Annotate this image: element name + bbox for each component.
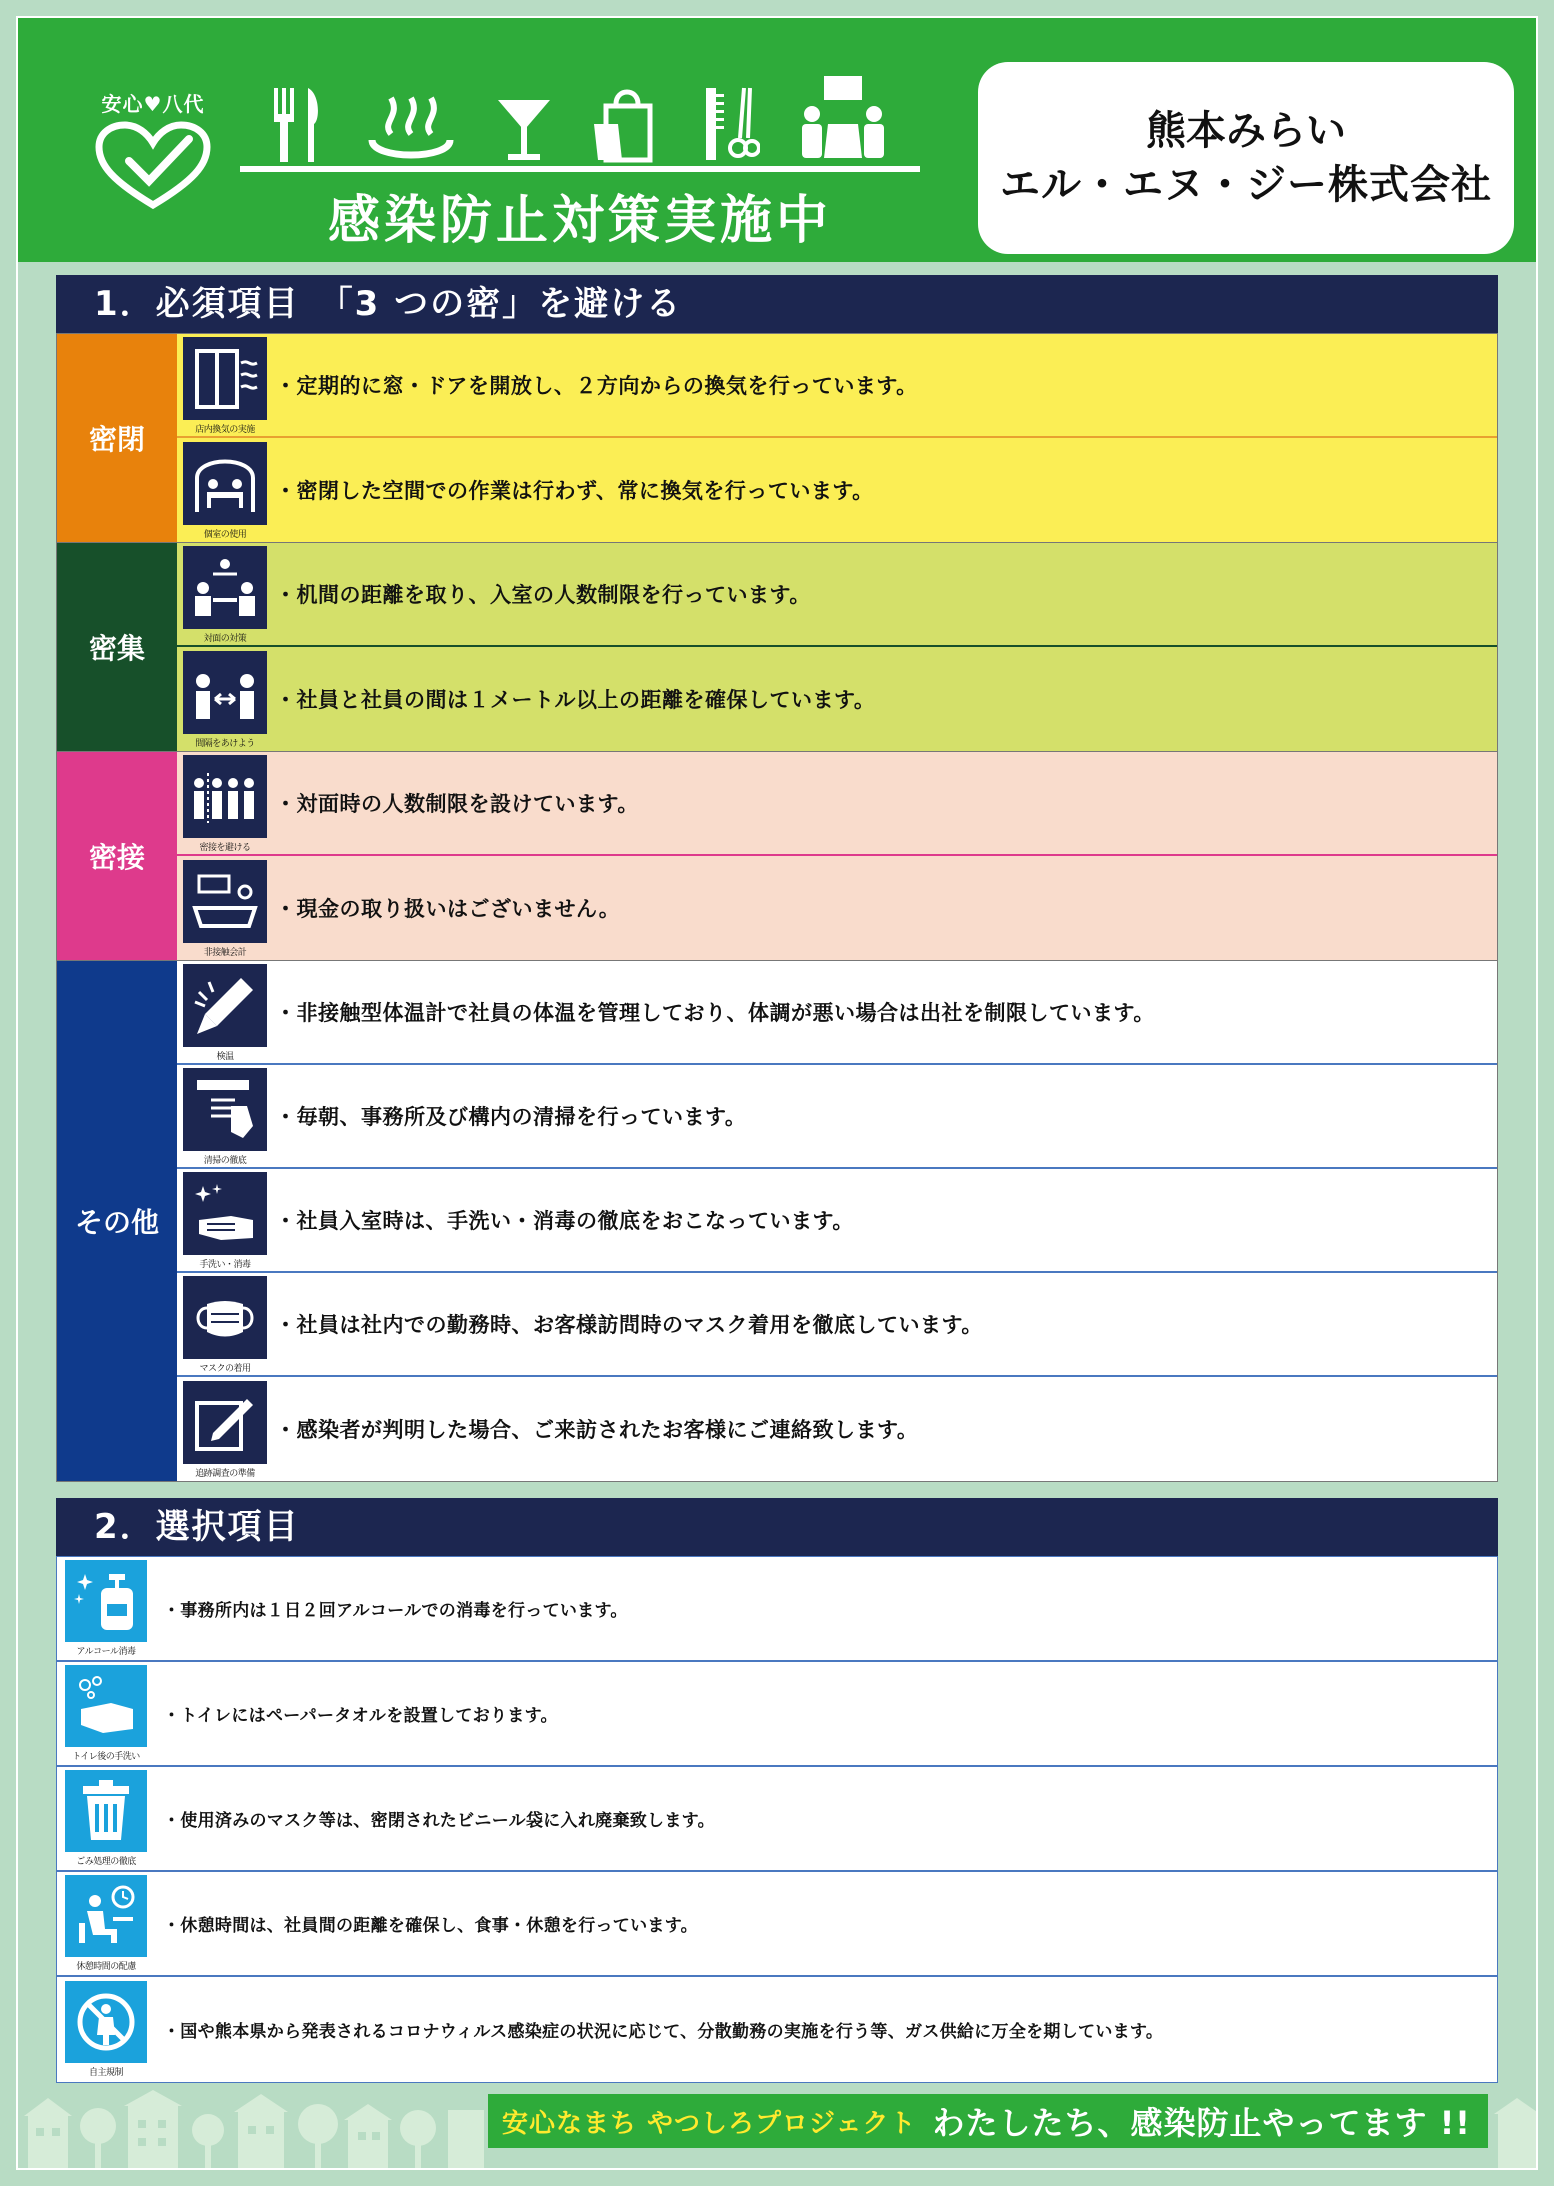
list-item bbox=[177, 856, 1497, 960]
icon-caption: マスクの着用 bbox=[199, 1364, 251, 1374]
cleaning-icon bbox=[183, 1068, 267, 1151]
tracing-form-icon bbox=[183, 1381, 267, 1464]
section2-heading: 2．選択項目 bbox=[56, 1498, 1498, 1556]
list-item bbox=[57, 1872, 1497, 1977]
row-text: ・机間の距離を取り、入室の人数制限を行っています。 bbox=[275, 583, 811, 607]
row-text: ・休憩時間は、社員間の距離を確保し、食事・休憩を行っています。 bbox=[163, 1916, 698, 1936]
list-item bbox=[177, 961, 1497, 1065]
facility-icon-row bbox=[268, 68, 888, 164]
header bbox=[18, 18, 1536, 262]
trash-can-icon bbox=[65, 1770, 147, 1852]
icon-caption: 手洗い・消毒 bbox=[199, 1260, 251, 1270]
list-item bbox=[177, 1065, 1497, 1169]
thermometer-icon bbox=[183, 964, 267, 1047]
distance-icon bbox=[183, 651, 267, 734]
list-item bbox=[177, 752, 1497, 856]
company-name-box bbox=[978, 62, 1514, 254]
hot-spring-icon bbox=[366, 94, 456, 164]
list-item bbox=[57, 1557, 1497, 1662]
icon-caption: 対面の対策 bbox=[203, 634, 247, 644]
group-misshu bbox=[56, 543, 1498, 752]
section1-heading: 1．必須項目 「3 つの密」を避ける bbox=[56, 275, 1498, 333]
fork-knife-icon bbox=[268, 84, 328, 164]
private-room-icon bbox=[183, 442, 267, 525]
list-item bbox=[177, 438, 1497, 542]
row-text: ・毎朝、事務所及び構内の清掃を行っています。 bbox=[275, 1105, 747, 1129]
group-label-sonota: その他 bbox=[57, 961, 177, 1481]
row-text: ・社員入室時は、手洗い・消毒の徹底をおこなっています。 bbox=[275, 1209, 854, 1233]
self-restraint-icon bbox=[65, 1981, 147, 2063]
group-label-mippei: 密閉 bbox=[57, 334, 177, 542]
header-divider bbox=[240, 166, 920, 172]
list-item bbox=[177, 1273, 1497, 1377]
row-text: ・密閉した空間での作業は行わず、常に換気を行っています。 bbox=[275, 479, 874, 503]
footer-slogan: わたしたち、感染防止やってます !! bbox=[932, 2104, 1471, 2142]
list-item bbox=[177, 543, 1497, 647]
list-item bbox=[177, 334, 1497, 438]
meeting-icon bbox=[798, 74, 888, 164]
required-items-table bbox=[56, 333, 1498, 1482]
icon-caption: 休憩時間の配慮 bbox=[76, 1961, 136, 1972]
list-item bbox=[177, 647, 1497, 751]
logo-text: 安心♥八代 bbox=[101, 92, 205, 116]
list-item bbox=[57, 1662, 1497, 1767]
footer-project-name: 安心なまち やつしろプロジェクト bbox=[502, 2108, 917, 2139]
row-text: ・定期的に窓・ドアを開放し、２方向からの換気を行っています。 bbox=[275, 374, 918, 398]
icon-caption: ごみ処理の徹底 bbox=[76, 1856, 136, 1867]
list-item bbox=[57, 1977, 1497, 2082]
icon-caption: 追跡調査の準備 bbox=[195, 1469, 255, 1479]
company-name-line2: エル・エヌ・ジー株式会社 bbox=[1000, 162, 1492, 208]
contactless-payment-icon bbox=[183, 860, 267, 943]
row-text: ・感染者が判明した場合、ご来訪されたお客様にご連絡致します。 bbox=[275, 1418, 919, 1442]
row-text: ・事務所内は１日２回アルコールでの消毒を行っています。 bbox=[163, 1601, 628, 1621]
mask-icon bbox=[183, 1276, 267, 1359]
comb-scissors-icon bbox=[700, 84, 760, 164]
group-missetsu bbox=[56, 752, 1498, 961]
row-text: ・使用済みのマスク等は、密閉されたビニール袋に入れ廃棄致します。 bbox=[163, 1811, 715, 1831]
icon-caption: 個室の使用 bbox=[203, 530, 247, 540]
footer-banner bbox=[488, 2094, 1488, 2148]
icon-caption: アルコール消毒 bbox=[76, 1646, 136, 1657]
break-time-icon bbox=[65, 1875, 147, 1957]
icon-caption: 店内換気の実施 bbox=[195, 425, 255, 435]
group-mippei bbox=[56, 333, 1498, 543]
row-text: ・国や熊本県から発表されるコロナウィルス感染症の状況に応じて、分散勤務の実施を行う等、ガス供給に万全を期しています。 bbox=[163, 2022, 1164, 2042]
hand-wash-icon bbox=[183, 1172, 267, 1255]
row-text: ・現金の取り扱いはございません。 bbox=[275, 897, 621, 921]
icon-caption: 清掃の徹底 bbox=[203, 1156, 247, 1166]
face-to-face-icon bbox=[183, 546, 267, 629]
cocktail-icon bbox=[494, 94, 554, 164]
window-ventilation-icon bbox=[183, 337, 267, 420]
group-sonota bbox=[56, 961, 1498, 1482]
queue-spacing-icon bbox=[183, 755, 267, 838]
row-text: ・社員と社員の間は１メートル以上の距離を確保しています。 bbox=[275, 688, 876, 712]
header-title: 感染防止対策実施中 bbox=[327, 191, 832, 251]
row-text: ・トイレにはペーパータオルを設置しております。 bbox=[163, 1706, 558, 1726]
group-label-missetsu: 密接 bbox=[57, 752, 177, 960]
icon-caption: 間隔をあけよう bbox=[195, 739, 255, 749]
icon-caption: トイレ後の手洗い bbox=[72, 1751, 140, 1762]
shopping-bag-icon bbox=[592, 84, 662, 164]
optional-items-table bbox=[56, 1556, 1498, 2083]
logo bbox=[78, 48, 228, 228]
icon-caption: 非接触会計 bbox=[203, 948, 247, 958]
group-label-misshu: 密集 bbox=[57, 543, 177, 751]
list-item bbox=[177, 1169, 1497, 1273]
row-text: ・対面時の人数制限を設けています。 bbox=[275, 792, 639, 816]
icon-caption: 密接を避ける bbox=[199, 843, 251, 853]
alcohol-sanitizer-icon bbox=[65, 1560, 147, 1642]
row-text: ・非接触型体温計で社員の体温を管理しており、体調が悪い場合は出社を制限しています。 bbox=[275, 1001, 1155, 1025]
list-item bbox=[57, 1767, 1497, 1872]
company-name-line1: 熊本みらい bbox=[1146, 108, 1346, 154]
list-item bbox=[177, 1377, 1497, 1481]
row-text: ・社員は社内での勤務時、お客様訪問時のマスク着用を徹底しています。 bbox=[275, 1313, 983, 1337]
icon-caption: 自主規制 bbox=[88, 2067, 123, 2078]
icon-caption: 検温 bbox=[216, 1052, 234, 1062]
toilet-handwash-icon bbox=[65, 1665, 147, 1747]
footer bbox=[18, 2086, 1536, 2168]
heart-check-icon bbox=[78, 121, 228, 215]
